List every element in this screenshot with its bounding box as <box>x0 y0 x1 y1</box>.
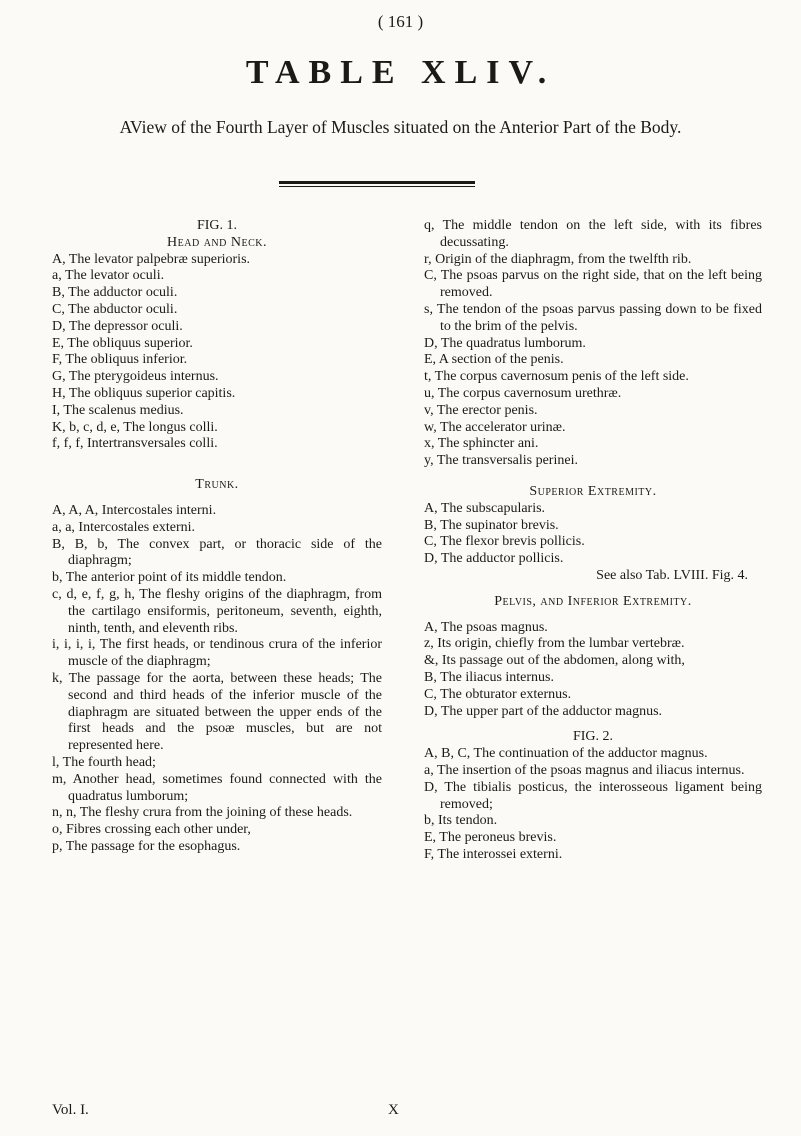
trunk-heading: Trunk. <box>195 477 239 493</box>
legend-entry: C, The obturator externus. <box>424 686 572 702</box>
legend-entry: b, The anterior point of its middle tendon. <box>52 570 287 586</box>
legend-entry: &, Its passage out of the abdomen, along with, <box>424 653 685 669</box>
trunk-continued-list <box>424 218 762 470</box>
legend-entry: i, i, i, i, The first heads, or tendinous crura of the inferior muscle of the diaphragm; <box>52 637 382 670</box>
legend-entry: q, The middle tendon on the left side, with its fibres decussating. <box>424 218 762 250</box>
legend-entry: C, The abductor oculi. <box>52 301 178 317</box>
legend-entry: B, The iliacus internus. <box>424 669 554 685</box>
signature-mark: X <box>388 1102 399 1118</box>
legend-entry: l, The fourth head; <box>52 754 156 770</box>
legend-entry: u, The corpus cavernosum urethræ. <box>424 385 622 401</box>
legend-entry: z, Its origin, chiefly from the lumbar vertebræ. <box>424 636 685 652</box>
pelvis-heading: Pelvis, and Inferior Extremity. <box>494 593 692 609</box>
legend-entry: r, Origin of the diaphragm, from the twelfth rib. <box>424 251 692 267</box>
legend-entry: H, The obliquus superior capitis. <box>52 385 236 401</box>
legend-entry: A, A, A, Intercostales interni. <box>52 502 217 518</box>
head-neck-heading: Head and Neck. <box>167 234 267 250</box>
legend-entry: F, The obliquus inferior. <box>52 352 188 368</box>
table-title: TABLE XLIV. <box>245 54 556 91</box>
legend-entry: x, The sphincter ani. <box>424 436 539 452</box>
legend-entry: s, The tendon of the psoas parvus passing down to be fixed to the brim of the pelvis. <box>424 301 762 334</box>
legend-entry: a, a, Intercostales externi. <box>52 519 196 535</box>
legend-entry: k, The passage for the aorta, between these heads; The second and third heads of the inferior muscle of the diaphragm are situated between the upper ends of the first heads and the psoæ muscles, but are not represented here. <box>52 670 382 754</box>
legend-entry: t, The corpus cavernosum penis of the left side. <box>424 369 689 385</box>
left-column <box>52 218 382 856</box>
legend-entry: w, The accelerator urinæ. <box>424 419 566 435</box>
legend-entry: K, b, c, d, e, The longus colli. <box>52 419 218 435</box>
superior-extremity-list <box>424 501 762 568</box>
legend-entry: m, Another head, sometimes found connected with the quadratus lumborum; <box>52 771 382 804</box>
decorative-rule-thin <box>279 186 475 187</box>
legend-entry: D, The tibialis posticus, the interosseous ligament being removed; <box>424 779 762 812</box>
legend-entry: C, The flexor brevis pollicis. <box>424 534 585 550</box>
legend-entry: o, Fibres crossing each other under, <box>52 822 251 838</box>
legend-entry: E, A section of the penis. <box>424 352 564 368</box>
right-column <box>424 218 762 864</box>
legend-entry: v, The erector penis. <box>424 402 538 418</box>
decorative-rule-thick <box>279 181 475 184</box>
page-number: ( 161 ) <box>377 12 424 31</box>
legend-entry: E, The peroneus brevis. <box>424 830 557 846</box>
fig2-list <box>424 746 762 864</box>
legend-entry: A, The levator palpebræ superioris. <box>52 251 251 267</box>
legend-entry: D, The depressor oculi. <box>52 318 183 334</box>
legend-entry: D, The quadratus lumborum. <box>424 335 586 351</box>
legend-entry: B, B, b, The convex part, or thoracic side of the diaphragm; <box>52 536 382 569</box>
legend-entry: D, The upper part of the adductor magnus. <box>424 703 663 719</box>
legend-entry: F, The interossei externi. <box>424 846 563 862</box>
table-subtitle: AView of the Fourth Layer of Muscles situated on the Anterior Part of the Body. <box>119 117 682 137</box>
fig2-label: FIG. 2. <box>572 729 614 745</box>
volume-label: Vol. I. <box>52 1102 89 1118</box>
legend-entry: D, The adductor pollicis. <box>424 551 564 567</box>
legend-entry: f, f, f, Intertransversales colli. <box>52 436 218 452</box>
legend-entry: A, The subscapularis. <box>424 500 546 516</box>
legend-entry: c, d, e, f, g, h, The fleshy origins of the diaphragm, from the cartilago ensiformis, peritoneum, seventh, eighth, ninth, tenth, and eleventh ribs. <box>52 586 382 636</box>
legend-entry: G, The pterygoideus internus. <box>52 369 219 385</box>
legend-entry: n, n, The fleshy crura from the joining of these heads. <box>52 805 353 821</box>
legend-entry: E, The obliquus superior. <box>52 335 193 351</box>
legend-entry: y, The transversalis perinei. <box>424 453 578 469</box>
cross-reference-note: See also Tab. LVIII. Fig. 4. <box>596 567 748 583</box>
superior-extremity-heading: Superior Extremity. <box>529 483 657 499</box>
legend-entry: B, The adductor oculi. <box>52 285 178 301</box>
legend-entry: a, The insertion of the psoas magnus and iliacus internus. <box>424 762 745 778</box>
legend-entry: A, The psoas magnus. <box>424 619 548 635</box>
legend-entry: p, The passage for the esophagus. <box>52 838 241 854</box>
head-neck-list <box>52 252 382 454</box>
legend-entry: B, The supinator brevis. <box>424 517 559 533</box>
trunk-list <box>52 503 382 856</box>
legend-entry: a, The levator oculi. <box>52 268 165 284</box>
legend-entry: A, B, C, The continuation of the adductor magnus. <box>424 746 708 762</box>
pelvis-list <box>424 620 762 721</box>
legend-entry: I, The scalenus medius. <box>52 402 184 418</box>
legend-entry: b, Its tendon. <box>424 813 498 829</box>
fig1-label: FIG. 1. <box>196 218 238 233</box>
legend-entry: C, The psoas parvus on the right side, that on the left being removed. <box>424 268 762 301</box>
